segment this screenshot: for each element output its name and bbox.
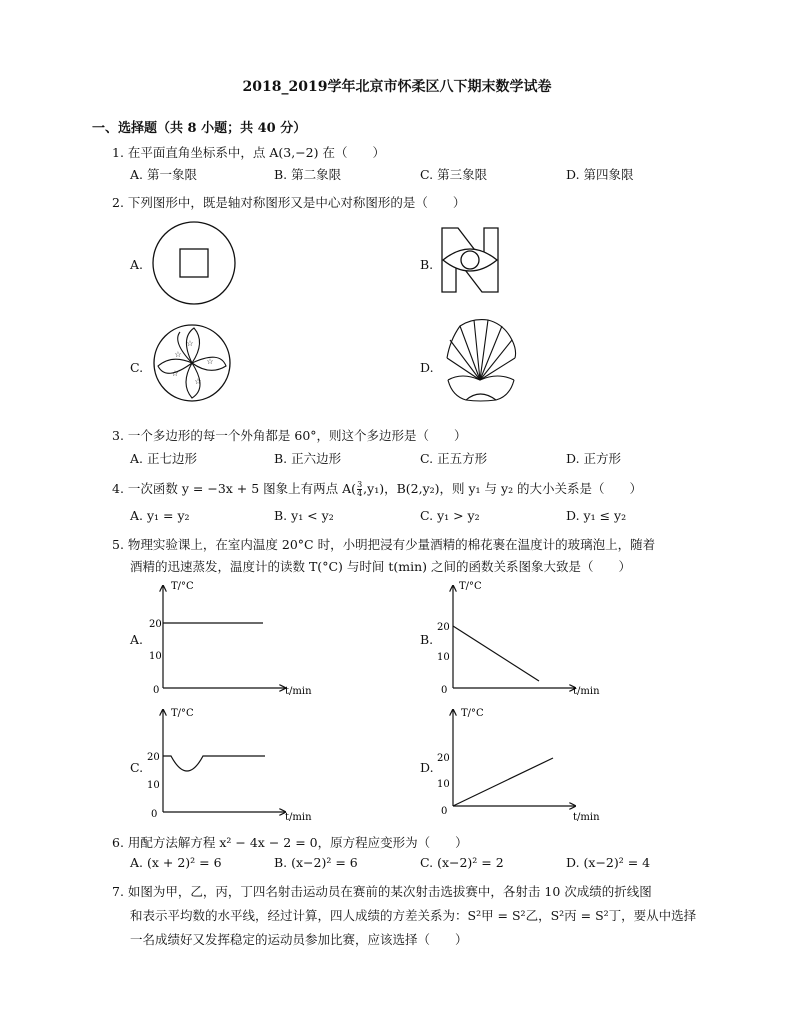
- graph-c-y-label: T/°C: [171, 708, 194, 719]
- q4-fraction-den: 4: [357, 489, 363, 498]
- q4-fraction: [357, 481, 362, 498]
- graph-d-tick-10: 10: [437, 779, 450, 790]
- q6-option-a: A. (x + 2)² = 6: [130, 855, 222, 870]
- q4-option-a: A. y₁ = y₂: [130, 508, 190, 523]
- svg-text:☆: ☆: [206, 357, 214, 366]
- q7-line3: 一名成绩好又发挥稳定的运动员参加比赛，应该选择（ ）: [130, 932, 468, 947]
- figure-d-fan: [442, 318, 522, 408]
- q6-stem: 6. 用配方法解方程 x² − 4x − 2 = 0，原方程应变形为（ ）: [112, 835, 468, 850]
- q1-option-a: A. 第一象限: [130, 167, 197, 182]
- q3-option-b: B. 正六边形: [274, 451, 342, 466]
- svg-text:☆: ☆: [194, 377, 202, 386]
- q2-label-d: D.: [420, 360, 434, 375]
- graph-a-tick-20: 20: [149, 619, 162, 630]
- q4-fraction-num: 3: [357, 480, 363, 489]
- graph-b-x-label: t/min: [573, 686, 600, 697]
- svg-text:☆: ☆: [186, 339, 194, 348]
- q4-option-b: B. y₁ < y₂: [274, 508, 334, 523]
- q5-label-a: A.: [130, 632, 144, 647]
- graph-a-origin: 0: [153, 685, 160, 696]
- graph-c-tick-10: 10: [147, 780, 160, 791]
- q2-label-a: A.: [130, 257, 144, 272]
- q4-stem: [112, 479, 642, 498]
- q3-option-c: C. 正五方形: [420, 451, 488, 466]
- graph-d-y-label: T/°C: [461, 708, 484, 719]
- q7-line2: 和表示平均数的水平线，经过计算，四人成绩的方差关系为：S²甲 = S²乙，S²丙 = S²丁，要从中选择: [130, 908, 697, 923]
- figure-b-n-eye: [440, 226, 502, 296]
- graph-b: [435, 576, 615, 696]
- graph-a-x-label: t/min: [285, 686, 312, 697]
- graph-b-tick-10: 10: [437, 652, 450, 663]
- figure-a-coin: [150, 220, 240, 310]
- q7-line1: 7. 如图为甲，乙，丙，丁四名射击运动员在赛前的某次射击选拔赛中，各射击 10 次成绩的折线图: [112, 884, 652, 899]
- page-title: 2018_2019学年北京市怀柔区八下期末数学试卷: [242, 79, 552, 95]
- graph-d-x-label: t/min: [573, 812, 600, 823]
- graph-c-tick-20: 20: [147, 752, 160, 763]
- q6-option-d: D. (x−2)² = 4: [566, 855, 651, 870]
- q6-option-c: C. (x−2)² = 2: [420, 855, 504, 870]
- graph-c-x-label: t/min: [285, 812, 312, 823]
- figure-c-flower: [150, 320, 236, 406]
- graph-a: [145, 576, 325, 696]
- q1-option-c: C. 第三象限: [420, 167, 488, 182]
- graph-c-origin: 0: [151, 809, 158, 820]
- q2-stem: 2. 下列图形中，既是轴对称图形又是中心对称图形的是（ ）: [112, 195, 466, 210]
- q3-option-d: D. 正方形: [566, 451, 622, 466]
- q4-option-d: D. y₁ ≤ y₂: [566, 508, 627, 523]
- section-heading: 一、选择题（共 8 小题；共 40 分）: [92, 121, 307, 136]
- graph-a-y-label: T/°C: [171, 581, 194, 592]
- q1-option-b: B. 第二象限: [274, 167, 342, 182]
- svg-text:☆: ☆: [171, 369, 179, 378]
- q5-label-d: D.: [420, 760, 434, 775]
- graph-c: [145, 702, 325, 822]
- q4-stem-start: 4. 一次函数 y = −3x + 5 图象上有两点 A(: [112, 481, 357, 496]
- graph-d: [435, 702, 615, 822]
- q3-stem: 3. 一个多边形的每一个外角都是 60°，则这个多边形是（ ）: [112, 428, 467, 443]
- graph-b-y-label: T/°C: [459, 581, 482, 592]
- graph-b-origin: 0: [441, 685, 448, 696]
- q4-stem-end: ,y₁)，B(2,y₂)，则 y₁ 与 y₂ 的大小关系是（ ）: [363, 481, 643, 496]
- graph-a-tick-10: 10: [149, 651, 162, 662]
- q5-label-c: C.: [130, 760, 144, 775]
- q6-option-b: B. (x−2)² = 6: [274, 855, 358, 870]
- q5-stem-line2: 酒精的迅速蒸发，温度计的读数 T(°C) 与时间 t(min) 之间的函数关系图象大致是（ ）: [130, 559, 631, 574]
- q5-stem-line1: 5. 物理实验课上，在室内温度 20°C 时，小明把浸有少量酒精的棉花裹在温度计的玻璃泡上，随着: [112, 537, 656, 552]
- graph-d-tick-20: 20: [437, 753, 450, 764]
- graph-b-tick-20: 20: [437, 622, 450, 633]
- q5-label-b: B.: [420, 632, 434, 647]
- q3-option-a: A. 正七边形: [130, 451, 197, 466]
- graph-d-origin: 0: [441, 806, 448, 817]
- q2-label-b: B.: [420, 257, 434, 272]
- svg-text:☆: ☆: [174, 350, 182, 359]
- q1-option-d: D. 第四象限: [566, 167, 634, 182]
- q2-label-c: C.: [130, 360, 144, 375]
- q4-option-c: C. y₁ > y₂: [420, 508, 480, 523]
- q1-stem: 1. 在平面直角坐标系中，点 A(3,−2) 在（ ）: [112, 145, 385, 160]
